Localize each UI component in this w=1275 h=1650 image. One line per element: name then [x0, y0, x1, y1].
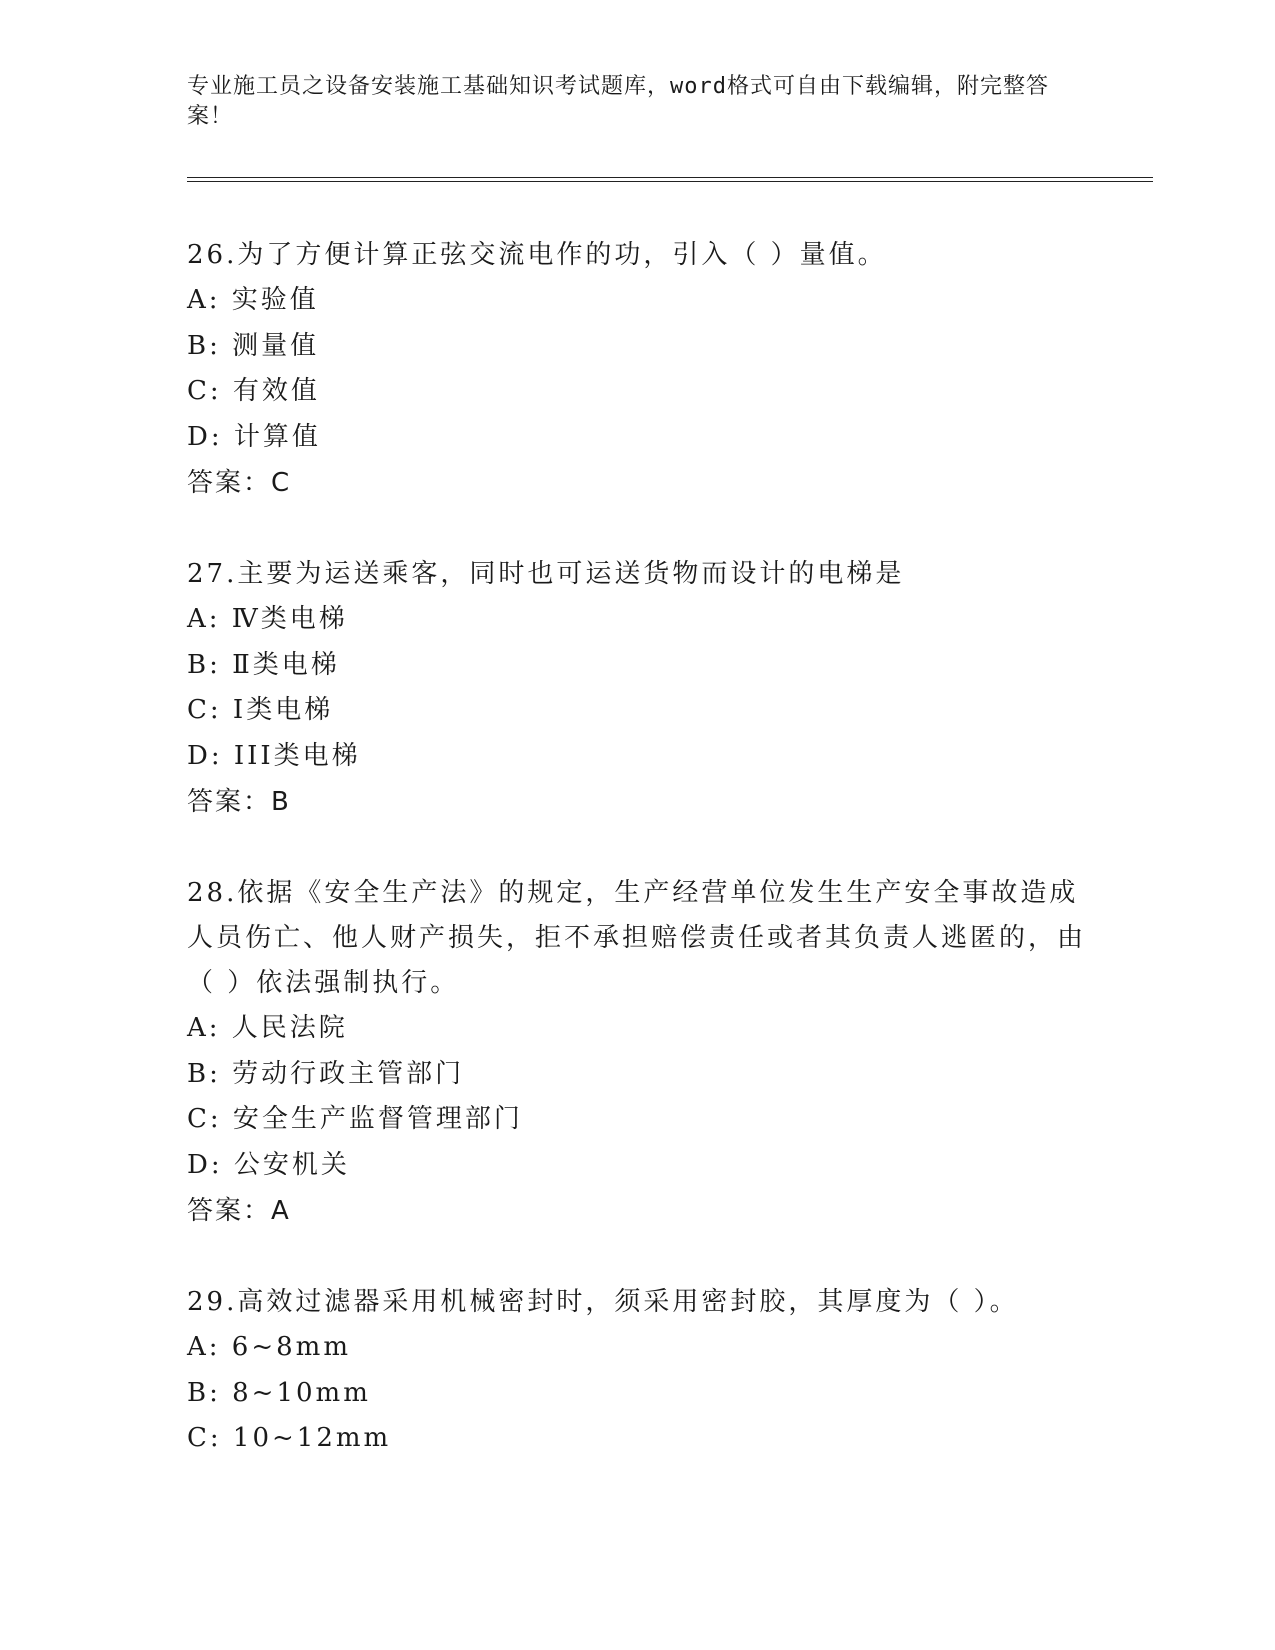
option-c: C: 有效值: [187, 376, 320, 406]
option-a: A: 实验值: [187, 285, 319, 315]
question-28: [187, 871, 1107, 1234]
option-b: B: 劳动行政主管部门: [187, 1058, 465, 1089]
option-c: C: 安全生产监督管理部门: [187, 1104, 523, 1134]
question-29: [187, 1280, 1107, 1462]
question-text: 29.高效过滤器采用机械密封时，须采用密封胶，其厚度为（ ）。: [187, 1287, 1019, 1317]
option-a: A: 6~8mm: [187, 1332, 351, 1362]
question-text: 28.依据《安全生产法》的规定，生产经营单位发生生产安全事故造成人员伤亡、他人财产损失，拒不承担赔偿责任或者其负责人逃匿的，由（ ）依法强制执行。: [187, 878, 1087, 998]
option-d: D: 公安机关: [187, 1149, 350, 1180]
option-b: B: Ⅱ类电梯: [187, 649, 340, 680]
question-text: 27.主要为运送乘客，同时也可运送货物而设计的电梯是: [187, 559, 905, 589]
option-b: B: 8~10mm: [187, 1377, 371, 1408]
option-d: D: 计算值: [187, 421, 321, 452]
header-divider: [187, 177, 1153, 182]
document-header: 专业施工员之设备安装施工基础知识考试题库，word格式可自由下载编辑，附完整答案！: [187, 74, 1049, 129]
question-27: [187, 552, 1107, 825]
answer: 答案：B: [187, 787, 291, 817]
question-list: [187, 233, 1107, 1508]
option-c: C: 10~12mm: [187, 1423, 392, 1453]
answer: 答案：A: [187, 1196, 291, 1226]
question-text: 26.为了方便计算正弦交流电作的功，引入（ ）量值。: [187, 240, 887, 270]
option-d: D: III类电梯: [187, 740, 361, 771]
option-b: B: 测量值: [187, 330, 320, 361]
option-c: C: Ⅰ类电梯: [187, 695, 334, 725]
option-a: A: Ⅳ类电梯: [187, 604, 348, 634]
question-26: [187, 233, 1107, 506]
option-a: A: 人民法院: [187, 1013, 348, 1043]
answer: 答案：C: [187, 468, 292, 498]
